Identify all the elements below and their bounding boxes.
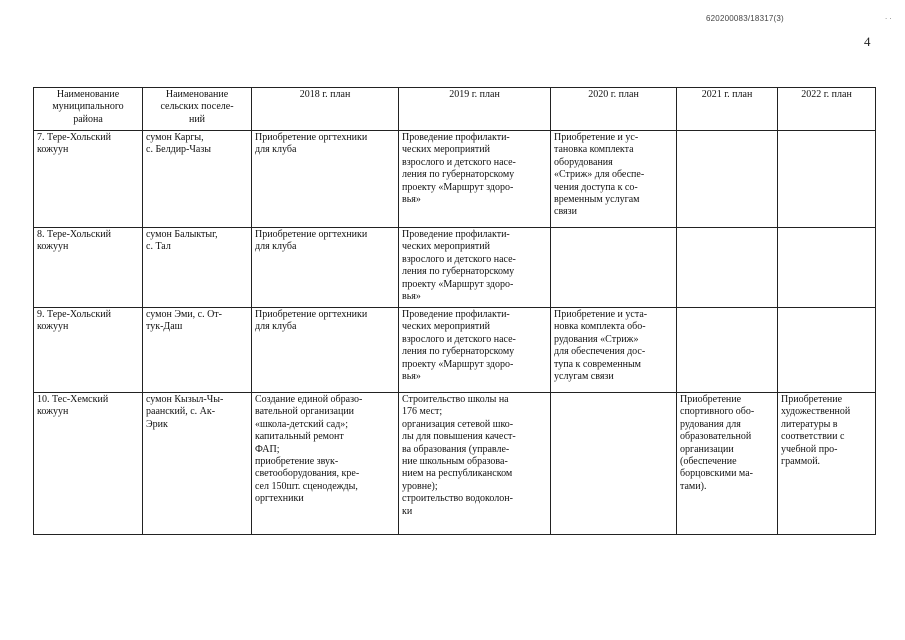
cell-line: 2018 г. план [299, 89, 351, 100]
cell-line: (обеспечение [680, 456, 737, 468]
column-header [778, 88, 876, 131]
table-row [34, 131, 876, 228]
cell-line: ления по губернаторскому [402, 346, 515, 358]
cell-line: соответствии с [781, 431, 845, 443]
cell-line: Эрик [146, 418, 168, 430]
cell-line: уровне); [402, 480, 438, 492]
cell-line: Приобретение [680, 394, 742, 405]
table-cell-settlement [143, 228, 252, 308]
table-cell-settlement [143, 393, 252, 535]
table-cell-plan-2020 [551, 131, 677, 228]
table-body [34, 131, 876, 535]
cell-line: района [73, 113, 103, 125]
cell-line: временным услугам [554, 194, 640, 206]
column-header [34, 88, 143, 131]
cell-line: тами). [680, 480, 707, 492]
cell-line: художественной [781, 406, 851, 418]
document-code: 620200083/18317(3) [706, 14, 784, 23]
cell-line: Наименование [56, 89, 120, 100]
cell-line: тановка комплекта [554, 144, 634, 156]
cell-line: лы для повышения качест- [402, 431, 516, 443]
cell-line: рудования для [680, 418, 741, 430]
cell-line: проекту «Маршрут здоро- [402, 358, 514, 370]
cell-line: сумон Балыктыг, [146, 229, 218, 240]
table-cell-district [34, 393, 143, 535]
cell-line: ления по губернаторскому [402, 169, 515, 181]
cell-line: светооборудования, кре- [255, 468, 360, 480]
cell-line: 10. Тес-Хемский [37, 394, 109, 405]
cell-line: кожуун [37, 406, 69, 418]
cell-line: граммой. [781, 456, 821, 468]
table-cell-settlement [143, 131, 252, 228]
cell-line: организации [680, 443, 734, 455]
cell-line: строительство водоколон- [402, 493, 513, 505]
cell-line: 176 мест; [402, 406, 443, 418]
corner-mark: . . [885, 12, 892, 21]
cell-line: борцовскими ма- [680, 468, 753, 480]
cell-line: кожуун [37, 144, 69, 156]
cell-line: проекту «Маршрут здоро- [402, 278, 514, 290]
cell-line: вья» [402, 194, 421, 206]
cell-line: вательной организации [255, 406, 355, 418]
cell-line: 2019 г. план [449, 89, 500, 100]
cell-line: Приобретение оргтехники [255, 309, 368, 320]
cell-line: взрослого и детского насе- [402, 156, 516, 168]
cell-line: рудования «Стриж» [554, 333, 639, 345]
cell-line: 8. Тере-Хольский [37, 229, 111, 240]
table-cell-plan-2018 [252, 393, 399, 535]
column-header [551, 88, 677, 131]
table-cell-plan-2022 [778, 228, 876, 308]
cell-line: оргтехники [255, 493, 304, 505]
cell-line: с. Белдир-Чазы [146, 144, 211, 156]
cell-line: взрослого и детского насе- [402, 333, 516, 345]
cell-line: с. Тал [146, 241, 171, 253]
cell-line: для обеспечения дос- [554, 346, 646, 358]
cell-line: Приобретение и уста- [554, 309, 648, 320]
cell-line: ческих мероприятий [402, 144, 491, 156]
cell-line: сумон Кызыл-Чы- [146, 394, 224, 405]
cell-line: ки [402, 505, 413, 517]
cell-line: проекту «Маршрут здоро- [402, 181, 514, 193]
cell-line: 2022 г. план [801, 89, 852, 100]
cell-line: приобретение звук- [255, 456, 339, 468]
cell-line: услугам связи [554, 371, 614, 383]
cell-line: 7. Тере-Хольский [37, 132, 111, 143]
cell-line: раанский, с. Ак- [146, 406, 216, 418]
table-cell-plan-2022 [778, 308, 876, 393]
cell-line: сумон Каргы, [146, 132, 204, 143]
cell-line: вья» [402, 291, 421, 303]
page-number: 4 [864, 34, 871, 49]
table-cell-plan-2019 [399, 393, 551, 535]
cell-line: новка комплекта обо- [554, 321, 646, 333]
cell-line: сел 150шт. сценодежды, [255, 480, 358, 492]
cell-line: муниципального [52, 101, 124, 113]
column-header [399, 88, 551, 131]
cell-line: сельских поселе- [160, 101, 234, 113]
cell-line: организация сетевой шко- [402, 418, 514, 430]
cell-line: взрослого и детского насе- [402, 253, 516, 265]
cell-line: тук-Даш [146, 321, 183, 333]
table-cell-plan-2021 [677, 131, 778, 228]
cell-line: Строительство школы на [402, 394, 509, 405]
cell-line: «школа-детский сад»; [255, 418, 349, 430]
cell-line: Приобретение оргтехники [255, 132, 368, 143]
cell-line: Приобретение и ус- [554, 132, 639, 143]
table-cell-plan-2018 [252, 308, 399, 393]
cell-line: нием на республиканском [402, 468, 513, 480]
cell-line: тупа к современным [554, 358, 642, 370]
cell-line: Проведение профилакти- [402, 309, 510, 320]
column-header [677, 88, 778, 131]
table-cell-plan-2018 [252, 131, 399, 228]
cell-line: 9. Тере-Хольский [37, 309, 111, 320]
cell-line: Наименование [165, 89, 229, 100]
table-cell-plan-2021 [677, 308, 778, 393]
cell-line: ления по губернаторскому [402, 266, 515, 278]
cell-line: образовательной [680, 431, 752, 443]
cell-line: учебной про- [781, 443, 838, 455]
cell-line: Приобретение оргтехники [255, 229, 368, 240]
cell-line: кожуун [37, 321, 69, 333]
column-header [252, 88, 399, 131]
table-cell-district [34, 228, 143, 308]
cell-line: для клуба [255, 321, 297, 333]
table-row [34, 228, 876, 308]
table-row [34, 393, 876, 535]
table-header-row [34, 88, 876, 131]
table-row [34, 308, 876, 393]
cell-line: Проведение профилакти- [402, 229, 510, 240]
cell-line: «Стриж» для обеспе- [554, 169, 645, 181]
table-cell-plan-2021 [677, 228, 778, 308]
cell-line: для клуба [255, 144, 297, 156]
cell-line: Создание единой образо- [255, 394, 363, 405]
table-cell-plan-2020 [551, 393, 677, 535]
cell-line: ческих мероприятий [402, 321, 491, 333]
cell-line: для клуба [255, 241, 297, 253]
cell-line: 2020 г. план [588, 89, 639, 100]
cell-line: сумон Эми, с. От- [146, 309, 222, 320]
cell-line: ний [188, 113, 206, 125]
plan-table [33, 87, 876, 535]
cell-line: спортивного обо- [680, 406, 755, 418]
cell-line: капитальный ремонт [255, 431, 344, 443]
cell-line: 2021 г. план [701, 89, 753, 100]
cell-line: оборудования [554, 156, 613, 168]
table-cell-district [34, 131, 143, 228]
cell-line: ческих мероприятий [402, 241, 491, 253]
table-cell-district [34, 308, 143, 393]
cell-line: вья» [402, 371, 421, 383]
table-cell-plan-2022 [778, 393, 876, 535]
cell-line: связи [554, 206, 577, 218]
cell-line: Приобретение [781, 394, 843, 405]
table-cell-plan-2019 [399, 308, 551, 393]
cell-line: литературы в [781, 418, 838, 430]
table-cell-plan-2022 [778, 131, 876, 228]
table-cell-plan-2019 [399, 228, 551, 308]
cell-line: чения доступа к со- [554, 181, 638, 193]
cell-line: ние школьным образова- [402, 456, 508, 468]
cell-line: ва образования (управле- [402, 443, 510, 455]
cell-line: кожуун [37, 241, 69, 253]
table-cell-plan-2019 [399, 131, 551, 228]
column-header [143, 88, 252, 131]
table-cell-plan-2021 [677, 393, 778, 535]
table-cell-plan-2020 [551, 228, 677, 308]
cell-line: Проведение профилакти- [402, 132, 510, 143]
table-cell-settlement [143, 308, 252, 393]
table-cell-plan-2020 [551, 308, 677, 393]
cell-line: ФАП; [255, 443, 280, 455]
table-cell-plan-2018 [252, 228, 399, 308]
